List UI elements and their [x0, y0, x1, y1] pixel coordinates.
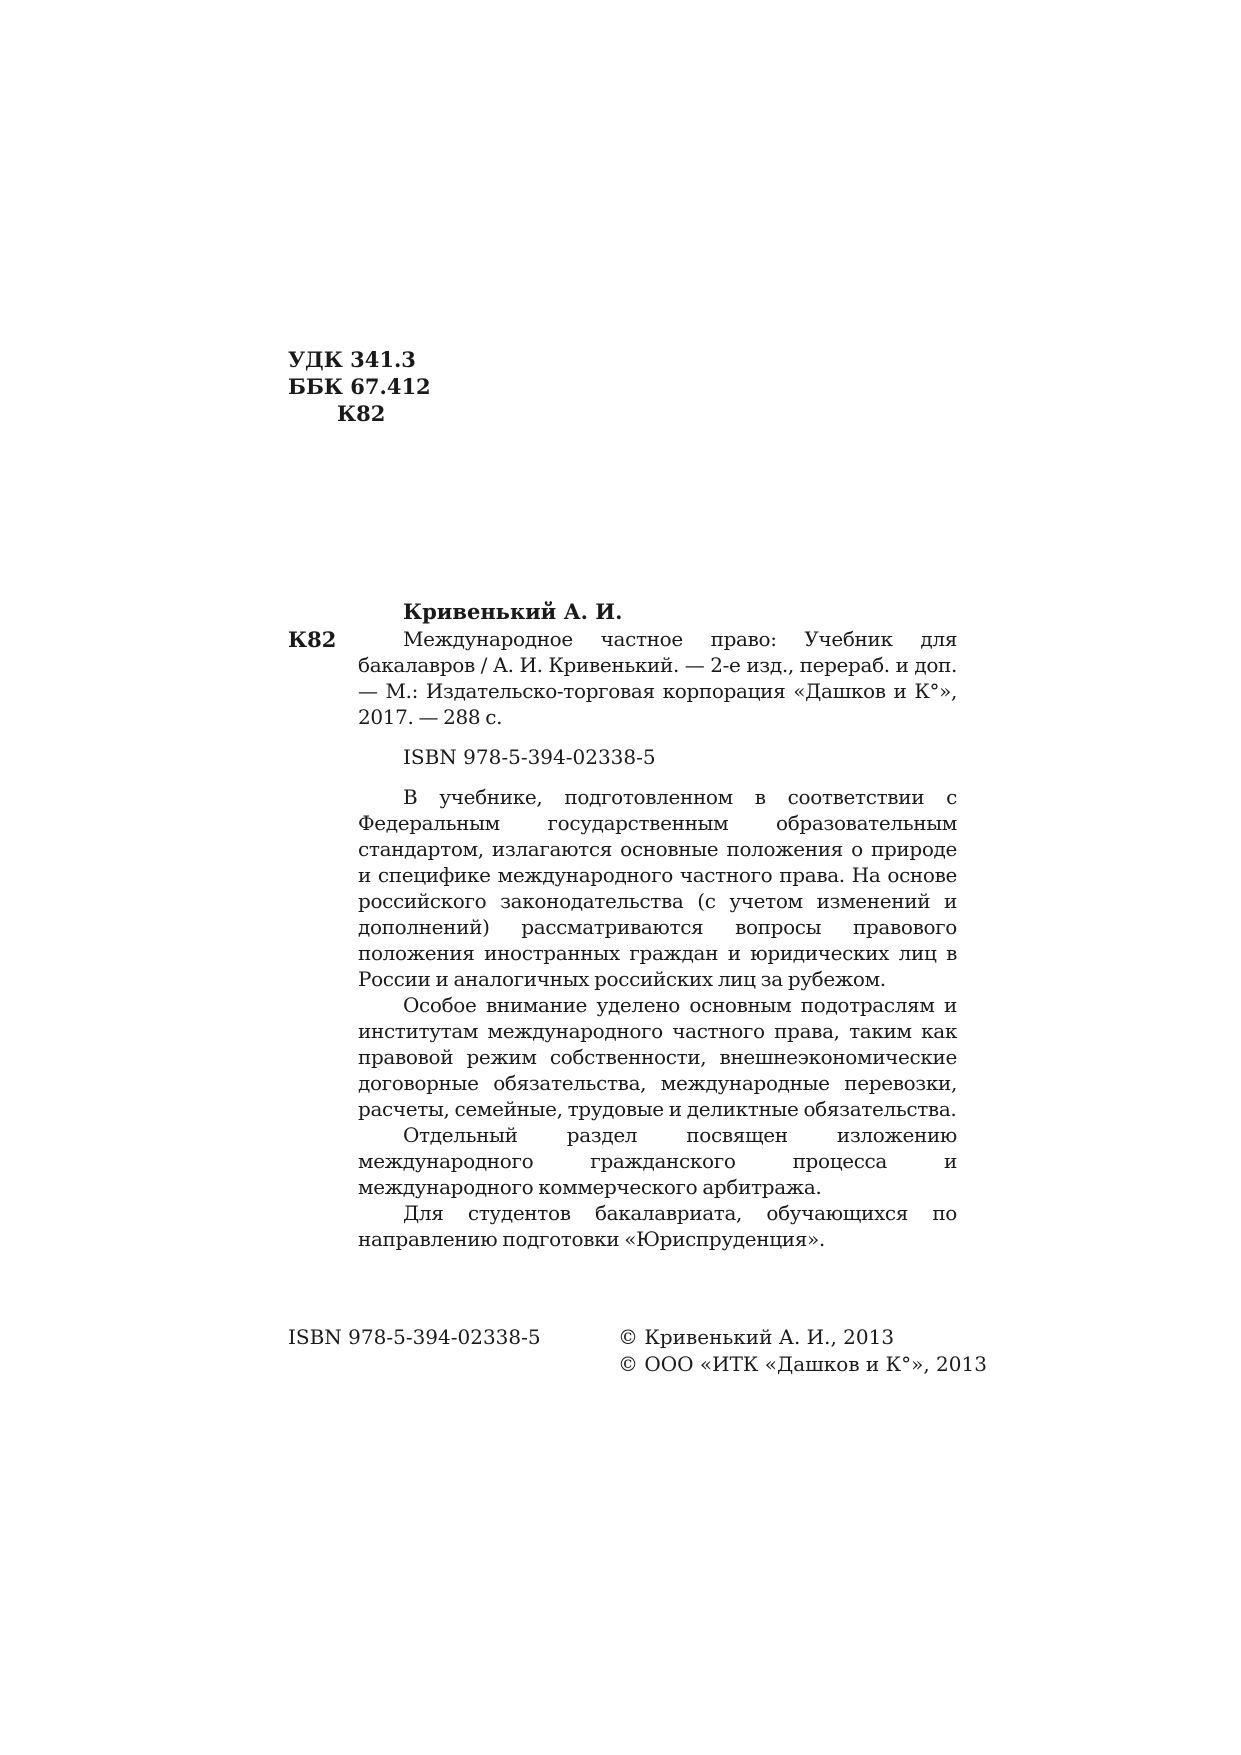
annotation — [358, 784, 957, 1252]
copyright-notices — [618, 1324, 987, 1378]
author-heading: Кривенький А. И. — [403, 599, 623, 624]
annotation-paragraph: Отдельный раздел посвящен изложению международного гражданского процесса и международного коммерческого арбитража. — [358, 1123, 957, 1199]
cutter-code: К82 — [337, 401, 386, 426]
entry-isbn: ISBN 978-5-394-02338-5 — [403, 745, 656, 769]
bibliographic-description — [358, 626, 957, 730]
udk-code: УДК 341.3 — [288, 347, 416, 372]
copyright-publisher: © ООО «ИТК «Дашков и К°», 2013 — [618, 1352, 987, 1376]
bbk-code: ББК 67.412 — [288, 374, 431, 399]
annotation-paragraph: В учебнике, подготовленном в соответствии с Федеральным государственным образовательным стандартом, излагаются основные положения о природе и специфике международного частного права. На основе российского законодательства (с учетом изменений и дополнений) рассматриваются вопросы правового положения иностранных граждан и юридических лиц в России и аналогичных российских лиц за рубежом. — [358, 785, 957, 991]
annotation-paragraph: Для студентов бакалавриата, обучающихся по направлению подготовки «Юриспруденция». — [358, 1201, 957, 1251]
annotation-paragraph: Особое внимание уделено основным подотраслям и институтам международного частного права, таким как правовой режим собственности, внешнеэкономические договорные обязательства, международные перевозки, расчеты, семейные, трудовые и деликтные обязательства. — [358, 993, 957, 1121]
imprint-isbn: ISBN 978-5-394-02338-5 — [288, 1325, 541, 1349]
cutter-mark: К82 — [288, 627, 337, 652]
classification-block — [288, 346, 431, 427]
bibliographic-text: Международное частное право: Учебник для бакалавров / А. И. Кривенький. — 2-е изд., перераб. и доп. — М.: Издательско-торговая корпорация «Дашков и К°», 2017. — 288 с. — [358, 627, 957, 729]
copyright-author: © Кривенький А. И., 2013 — [618, 1325, 895, 1349]
